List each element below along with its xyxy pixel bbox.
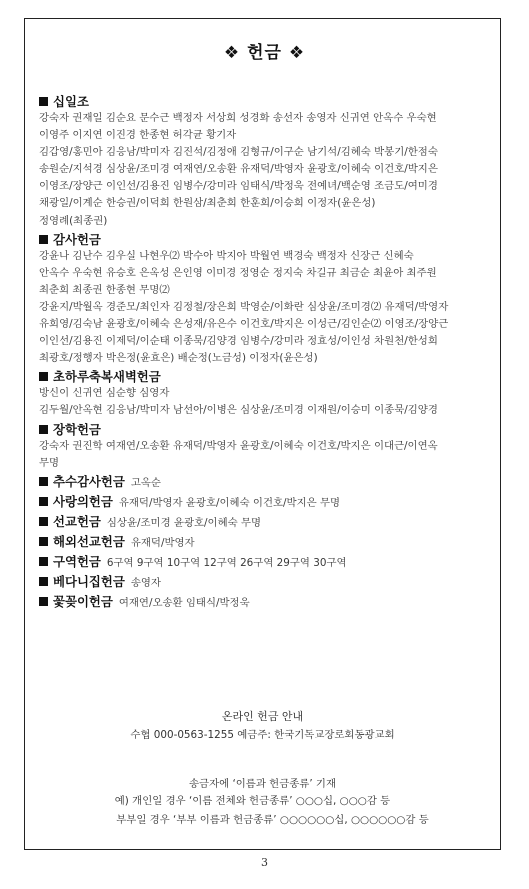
section-overseas-mission — [39, 532, 494, 552]
section-harvest-thanksgiving — [39, 472, 494, 492]
square-bullet-icon — [39, 517, 48, 526]
name-line: 이영주 이지연 이진경 한종현 허각균 황기자 — [39, 129, 237, 142]
name-line: 채광일/이계순 한승권/이덕희 한원삼/최춘희 한훈희/이승희 이정자(윤은성) — [39, 197, 376, 210]
section-names: 유재덕/박영자 — [130, 536, 195, 549]
square-bullet-icon — [39, 235, 48, 244]
name-line: 강윤지/박월옥 경준모/최인자 김정철/장은희 박영순/이화란 심상윤/조미경⑵ 유재덕/박영자 — [39, 300, 449, 313]
name-line: 김갑영/홍민아 김응남/박미자 김진석/김정애 김형규/이구순 남기석/김혜숙 박봉기/한점숙 — [39, 146, 438, 159]
note-line: 예) 개인일 경우 ‘이름 전체와 헌금종류’ ○○○십, ○○○감 등 — [114, 795, 391, 807]
note-line: 송금자에 ‘이름과 헌금종류’ 기재 — [189, 778, 336, 790]
name-line: 정영례(최종권) — [39, 214, 108, 227]
section-tithe-header — [39, 93, 494, 110]
name-line: 최춘희 최종권 한종현 무명⑵ — [39, 283, 170, 296]
name-line: 강숙자 권재일 김순요 문수근 백정자 서상희 성경화 송선자 송영자 신귀연 안옥수 우숙현 — [39, 112, 437, 124]
section-love-offering — [39, 492, 494, 512]
section-names: 송영자 — [130, 576, 161, 589]
name-line: 유희영/김숙남 윤광호/이혜숙 은성재/유은수 이건호/박지은 이성근/김인순⑵ 이영조/장양근 — [39, 318, 449, 331]
remittance-note — [24, 776, 501, 830]
name-line: 방신이 신귀연 심순향 심영자 — [39, 387, 170, 400]
square-bullet-icon — [39, 577, 48, 586]
name-line: 김두월/안옥현 김응남/박미자 남선아/이병은 심상윤/조미경 이재원/이승미 이종묵/김양경 — [39, 404, 438, 417]
section-title: 십일조 — [53, 94, 89, 109]
square-bullet-icon — [39, 597, 48, 606]
name-line: 이인선/김용진 이제덕/이순태 이종묵/김양경 임병수/강미라 정효성/이인성 차원천/한성희 — [39, 335, 438, 348]
square-bullet-icon — [39, 537, 48, 546]
online-heading: 온라인 헌금 안내 — [221, 710, 304, 723]
bank-account: 수협 000-0563-1255 예금주: 한국기독교장로회동광교회 — [130, 729, 395, 741]
section-title: 추수감사헌금 — [53, 473, 125, 489]
square-bullet-icon — [39, 425, 48, 434]
section-title: 베다니집헌금 — [53, 573, 125, 589]
offering-list — [39, 92, 494, 612]
section-names: 고옥순 — [130, 476, 161, 489]
page-number: 3 — [261, 856, 268, 869]
section-dawn-blessing-header — [39, 368, 494, 385]
section-title: 해외선교헌금 — [53, 533, 125, 549]
name-line: 최광호/정행자 박은정(윤효은) 배순정(노금성) 이정자(윤은성) — [39, 352, 318, 365]
section-title: 초하루축복새벽헌금 — [53, 369, 161, 385]
section-district — [39, 552, 494, 572]
online-offering-info — [24, 708, 501, 744]
section-flower — [39, 592, 494, 612]
name-line: 무명 — [39, 456, 60, 469]
section-title: 구역헌금 — [53, 553, 101, 569]
square-bullet-icon — [39, 97, 48, 106]
name-line: 송원순/지석경 심상윤/조미경 여재연/오송환 유재덕/박영자 윤광호/이혜숙 이건호/박지은 — [39, 163, 438, 176]
section-names: 유재덕/박영자 윤광호/이혜숙 이건호/박지은 무명 — [118, 496, 341, 509]
section-title: 꽃꽂이헌금 — [53, 593, 113, 609]
page-title: ❖ 헌금 ❖ — [223, 43, 306, 63]
section-bethany-house — [39, 572, 494, 592]
section-names: 6구역 9구역 10구역 12구역 26구역 29구역 30구역 — [106, 556, 347, 569]
square-bullet-icon — [39, 477, 48, 486]
note-line: 부부일 경우 ‘부부 이름과 헌금종류’ ○○○○○○십, ○○○○○○감 등 — [116, 814, 429, 826]
section-title: 사랑의헌금 — [53, 493, 113, 509]
section-title: 선교헌금 — [53, 513, 101, 529]
square-bullet-icon — [39, 557, 48, 566]
section-names: 심상윤/조미경 윤광호/이혜숙 무명 — [106, 516, 262, 529]
name-line: 강숙자 권진학 여재연/오송환 유재덕/박영자 윤광호/이혜숙 이건호/박지은 이대근/이연옥 — [39, 439, 438, 452]
section-thanksgiving-header — [39, 231, 494, 248]
name-line: 이영조/장양근 이인선/김용진 임병수/강미라 임태식/박정욱 전예녀/백순영 조금도/여미경 — [39, 180, 438, 193]
section-names: 여재연/오송환 임태식/박정욱 — [118, 596, 250, 609]
section-title: 감사헌금 — [53, 231, 101, 247]
section-mission — [39, 512, 494, 532]
square-bullet-icon — [39, 372, 48, 381]
name-line: 안옥수 우숙현 유승호 은옥성 은인영 이미경 정영순 정지숙 차길규 최금순 최윤아 최주원 — [39, 266, 437, 279]
name-line: 강윤나 김난수 김우실 나현우⑵ 박수아 박지아 박월연 백경숙 백정자 신장근 신혜숙 — [39, 249, 414, 262]
section-scholarship-header — [39, 421, 494, 438]
square-bullet-icon — [39, 497, 48, 506]
section-title: 장학헌금 — [53, 421, 101, 437]
